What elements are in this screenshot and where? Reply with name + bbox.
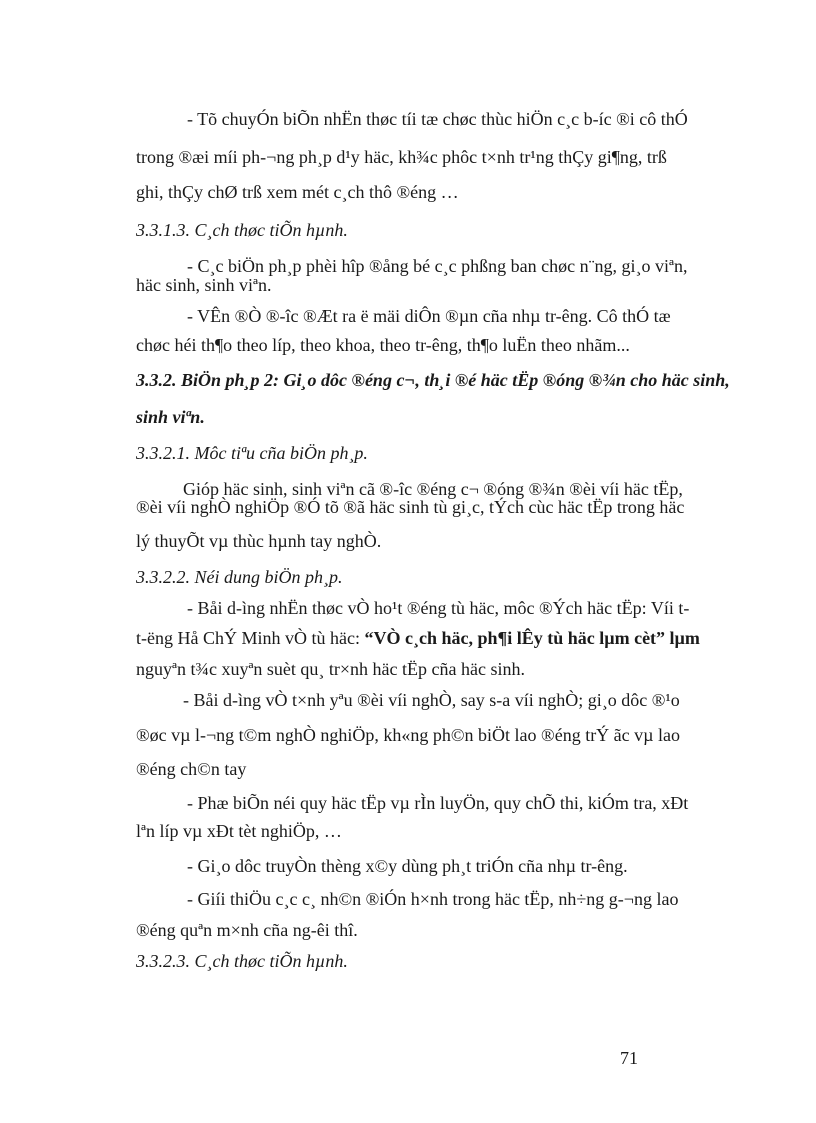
- paragraph-line: - Giíi thiÖu c¸c c¸ nh©n ®iÓn h×nh trong häc tËp, nh÷ng g-¬ng lao: [187, 889, 679, 909]
- paragraph-line: Gióp häc sinh, sinh viªn cã ®-îc ®éng c¬ ®óng ®¾n ®èi víi häc tËp,: [183, 479, 683, 499]
- paragraph-line: nguyªn t¾c xuyªn suèt qu¸ tr×nh häc tËp cña häc sinh.: [136, 659, 525, 679]
- paragraph-line: ghi, thÇy chØ trß xem mét c¸ch thô ®éng …: [136, 182, 459, 202]
- paragraph-line: - VÊn ®Ò ®-îc ®Æt ra ë mäi diÔn ®µn cña nhµ tr-êng. Cô thÓ tæ: [187, 306, 671, 326]
- paragraph-line: ®øc vµ l-¬ng t©m nghÒ nghiÖp, kh«ng ph©n biÖt lao ®éng trÝ ãc vµ lao: [136, 725, 681, 745]
- section-heading: 3.3.2.1. Môc tiªu cña biÖn ph¸p.: [136, 443, 368, 463]
- paragraph-line: - Båi d-ìng nhËn thøc vÒ ho¹t ®éng tù häc, môc ®Ých häc tËp: Víi t-: [187, 598, 690, 618]
- quote-text: “VÒ c¸ch häc, ph¶i lÊy tù häc lµm cèt” lµm: [364, 628, 700, 648]
- paragraph-line: häc sinh, sinh viªn.: [136, 275, 272, 295]
- paragraph-line: - Phæ biÕn néi quy häc tËp vµ rÌn luyÖn, quy chÕ thi, kiÓm tra, xÐt: [187, 793, 689, 813]
- paragraph-line: [136, 627, 700, 649]
- paragraph-line: - Båi d-ìng vÒ t×nh yªu ®èi víi nghÒ, say s-a víi nghÒ; gi¸o dôc ®¹o: [183, 690, 680, 710]
- paragraph-line: ®éng quªn m×nh cña ng-êi thî.: [136, 920, 358, 940]
- section-heading: 3.3.2.2. Néi dung biÖn ph¸p.: [136, 567, 343, 587]
- paragraph-line: - Tõ chuyÓn biÕn nhËn thøc tíi tæ chøc thùc hiÖn c¸c b-íc ®i cô thÓ: [187, 109, 688, 129]
- paragraph-line: ®èi víi nghÒ nghiÖp ®Ó tõ ®ã häc sinh tù gi¸c, tÝch cùc häc tËp trong häc: [136, 497, 685, 517]
- section-heading: 3.3.1.3. C¸ch thøc tiÕn hµnh.: [136, 220, 348, 240]
- paragraph-line: ®éng ch©n tay: [136, 759, 247, 779]
- paragraph-line: lý thuyÕt vµ thùc hµnh tay nghÒ.: [136, 531, 382, 551]
- paragraph-line: lªn líp vµ xÐt tèt nghiÖp, …: [136, 821, 342, 841]
- paragraph-line: - C¸c biÖn ph¸p phèi hîp ®ång bé c¸c phßng ban chøc n¨ng, gi¸o viªn,: [187, 256, 688, 276]
- section-heading: 3.3.2.3. C¸ch thøc tiÕn hµnh.: [136, 951, 348, 971]
- section-heading-bold: 3.3.2. BiÖn ph¸p 2: Gi¸o dôc ®éng c¬, th¸i ®é häc tËp ®óng ®¾n cho häc sinh,: [136, 370, 730, 390]
- section-heading-bold: sinh viªn.: [136, 407, 205, 427]
- page-number: 71: [620, 1048, 638, 1068]
- paragraph-line: chøc héi th¶o theo líp, theo khoa, theo tr-êng, th¶o luËn theo nhãm...: [136, 335, 630, 355]
- paragraph-line: trong ®æi míi ph-¬ng ph¸p d¹y häc, kh¾c phôc t×nh tr¹ng thÇy gi¶ng, trß: [136, 147, 667, 167]
- paragraph-line: - Gi¸o dôc truyÒn thèng x©y dùng ph¸t triÓn cña nhµ tr-êng.: [187, 856, 628, 876]
- quote-intro: t-ëng Hå ChÝ Minh vÒ tù häc:: [136, 628, 365, 648]
